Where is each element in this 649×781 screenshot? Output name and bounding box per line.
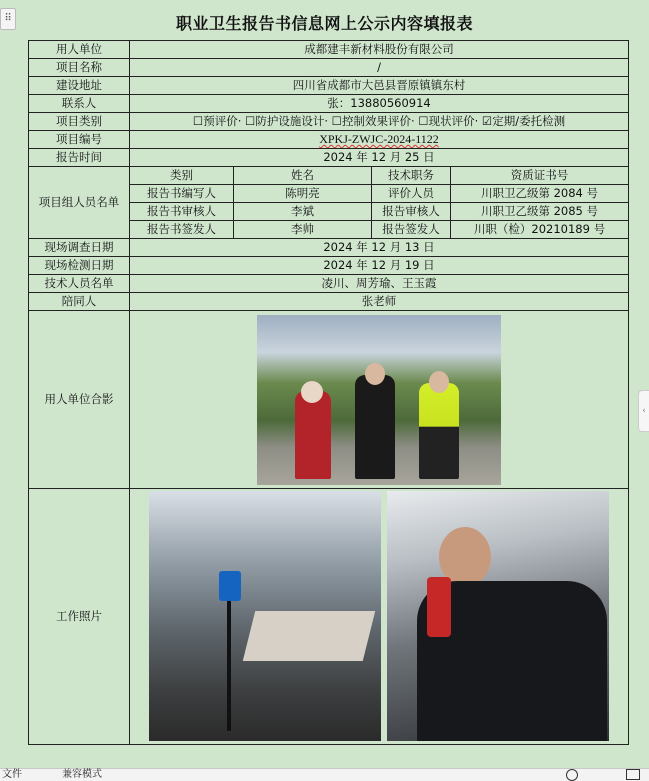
label-address: 建设地址 (29, 77, 130, 95)
label-project-name: 项目名称 (29, 59, 130, 77)
value-escort[interactable]: 张老师 (130, 293, 629, 311)
side-collapse-tab[interactable]: ‹ (638, 390, 649, 432)
value-tech-staff[interactable]: 凌川、周芳瑜、王玉霞 (130, 275, 629, 293)
metal-sheet (243, 611, 375, 661)
value-project-name[interactable]: / (130, 59, 629, 77)
label-detect-date: 现场检测日期 (29, 257, 130, 275)
value-employer[interactable]: 成都建丰新材料股份有限公司 (130, 41, 629, 59)
checkbox-checked-icon: ☑ (481, 114, 493, 128)
team-header-name: 姓名 (234, 167, 372, 185)
row-employer (29, 41, 629, 59)
team-title[interactable]: 评价人员 (372, 185, 451, 203)
row-work-photo (29, 489, 629, 745)
person-figure (355, 375, 395, 479)
drag-handle-icon[interactable]: ⠿ (0, 8, 16, 30)
checkbox-icon: ☐ (245, 114, 256, 128)
team-header-title: 技术职务 (372, 167, 451, 185)
label-tech-staff: 技术人员名单 (29, 275, 130, 293)
value-contact[interactable]: 张：13880560914 (130, 95, 629, 113)
row-address (29, 77, 629, 95)
checkbox-icon: ☐ (331, 114, 342, 128)
label-employer: 用人单位 (29, 41, 130, 59)
project-type-options: ☐预评价· ☐防护设施设计· ☐控制效果评价· ☐现状评价· ☑定期/委托检测 (130, 113, 629, 131)
status-file-menu[interactable]: 文件 (2, 769, 22, 780)
checkbox-pre-evaluation[interactable]: ☐预评价 (192, 114, 238, 128)
row-tech-staff (29, 275, 629, 293)
team-cert[interactable]: 川职卫乙级第 2084 号 (451, 185, 629, 203)
detector-device (219, 571, 241, 601)
team-header-cert: 资质证书号 (451, 167, 629, 185)
team-title[interactable]: 报告审核人 (372, 203, 451, 221)
row-group-photo (29, 311, 629, 489)
zoom-circle-icon[interactable] (566, 769, 578, 781)
status-bar (0, 768, 649, 781)
row-report-time (29, 149, 629, 167)
label-team: 项目组人员名单 (29, 167, 130, 239)
value-report-time[interactable]: 2024 年 12 月 25 日 (130, 149, 629, 167)
team-role[interactable]: 报告书审核人 (130, 203, 234, 221)
team-role[interactable]: 报告书签发人 (130, 221, 234, 239)
work-photo-1-image[interactable] (149, 491, 381, 741)
row-project-name (29, 59, 629, 77)
checkbox-icon: ☐ (418, 114, 429, 128)
checkbox-icon: ☐ (192, 114, 204, 128)
work-photo-2-image[interactable] (387, 491, 609, 741)
tripod-leg (227, 601, 231, 731)
label-survey-date: 现场调查日期 (29, 239, 130, 257)
label-contact: 联系人 (29, 95, 130, 113)
label-group-photo: 用人单位合影 (29, 311, 130, 489)
team-cert[interactable]: 川职（检）20210189 号 (451, 221, 629, 239)
person-head (429, 371, 449, 393)
team-header-row (29, 167, 629, 185)
handheld-detector (427, 577, 451, 637)
row-project-no (29, 131, 629, 149)
checkbox-control-effect[interactable]: ☐控制效果评价 (331, 114, 411, 128)
person-head (365, 363, 385, 385)
team-title[interactable]: 报告签发人 (372, 221, 451, 239)
checkbox-status-evaluation[interactable]: ☐现状评价 (418, 114, 475, 128)
label-project-type: 项目类别 (29, 113, 130, 131)
label-work-photo: 工作照片 (29, 489, 130, 745)
person-head (301, 381, 323, 403)
checkbox-protection-design[interactable]: ☐防护设施设计 (245, 114, 325, 128)
page-title: 职业卫生报告书信息网上公示内容填报表 (175, 14, 473, 33)
team-name[interactable]: 李帅 (234, 221, 372, 239)
team-header-role: 类别 (130, 167, 234, 185)
value-survey-date[interactable]: 2024 年 12 月 13 日 (130, 239, 629, 257)
value-detect-date[interactable]: 2024 年 12 月 19 日 (130, 257, 629, 275)
team-name[interactable]: 李斌 (234, 203, 372, 221)
group-photo-image[interactable] (257, 315, 501, 485)
row-escort (29, 293, 629, 311)
value-project-no[interactable]: XPKJ-ZWJC-2024-1122 (319, 132, 439, 146)
status-compat-mode: 兼容模式 (62, 769, 102, 780)
label-report-time: 报告时间 (29, 149, 130, 167)
label-project-no: 项目编号 (29, 131, 130, 149)
team-role[interactable]: 报告书编写人 (130, 185, 234, 203)
row-detect-date (29, 257, 629, 275)
row-contact (29, 95, 629, 113)
row-survey-date (29, 239, 629, 257)
checkbox-periodic-detection[interactable]: ☑定期/委托检测 (481, 114, 566, 128)
team-name[interactable]: 陈明亮 (234, 185, 372, 203)
person-figure (295, 391, 331, 479)
value-address[interactable]: 四川省成都市大邑县晋原镇镇东村 (130, 77, 629, 95)
row-project-type (29, 113, 629, 131)
label-escort: 陪同人 (29, 293, 130, 311)
window-icon[interactable] (626, 769, 640, 780)
report-form-table (28, 40, 629, 745)
team-cert[interactable]: 川职卫乙级第 2085 号 (451, 203, 629, 221)
person-figure (419, 383, 459, 479)
